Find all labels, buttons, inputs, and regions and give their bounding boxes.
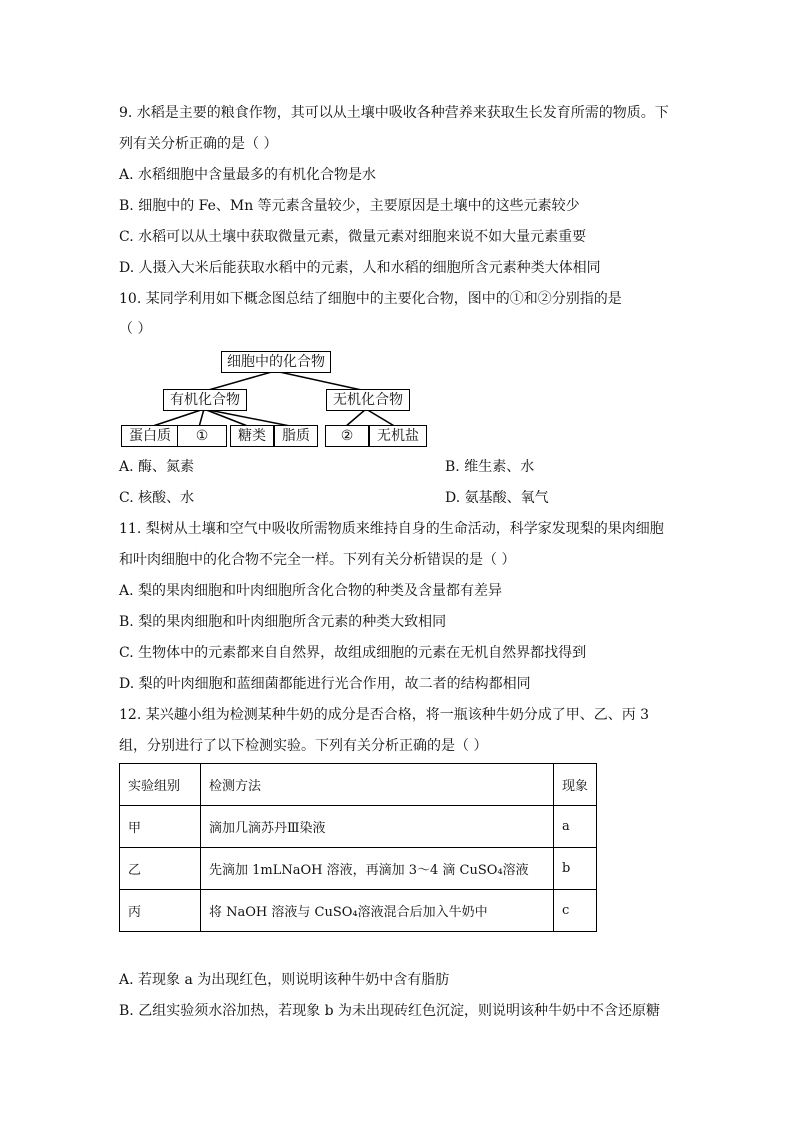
map-root: 细胞中的化合物 [221,351,331,373]
q11-option-b: B. 梨的果肉细胞和叶肉细胞所含元素的种类大致相同 [119,614,447,630]
table-cell: 丙 [120,890,201,932]
table-header-row [120,764,597,806]
table-header-cell: 检测方法 [201,764,554,806]
map-protein: 蛋白质 [121,425,179,447]
q9-stem-line1: 9. 水稻是主要的粮食作物，其可以从土壤中吸收各种营养来获取生长发育所需的物质。下 [119,105,669,121]
table-cell: 滴加几滴苏丹Ⅲ染液 [201,806,554,848]
table-cell: 先滴加 1mLNaOH 溶液，再滴加 3～4 滴 CuSO₄溶液 [201,848,554,890]
q10-option-a: A. 酶、氮素 [119,459,195,475]
q12-option-b: B. 乙组实验须水浴加热，若现象 b 为未出现砖红色沉淀，则说明该种牛奶中不含还原糖 [119,1003,661,1019]
q11-option-a: A. 梨的果肉细胞和叶肉细胞所含化合物的种类及含量都有差异 [119,583,503,599]
table-row [120,848,597,890]
q10-stem-line2: （ ） [119,321,152,337]
q11-option-c: C. 生物体中的元素都来自自然界，故组成细胞的元素在无机自然界都找得到 [119,645,587,661]
q10-option-b: B. 维生素、水 [445,459,535,475]
q11-stem-line1: 11. 梨树从土壤和空气中吸收所需物质来维持自身的生命活动，科学家发现梨的果肉细胞 [119,521,664,537]
q9-option-d: D. 人摄入大米后能获取水稻中的元素，人和水稻的细胞所含元素种类大体相同 [119,260,601,276]
map-inorganic: 无机化合物 [326,389,410,411]
q9-option-a: A. 水稻细胞中含量最多的有机化合物是水 [119,167,377,183]
q11-option-d: D. 梨的叶肉细胞和蓝细菌都能进行光合作用，故二者的结构都相同 [119,676,531,692]
q9-stem-line2: 列有关分析正确的是（ ） [119,136,278,152]
table-cell: a [554,806,597,848]
table-cell: b [554,848,597,890]
table-row [120,890,597,932]
q9-option-c: C. 水稻可以从土壤中获取微量元素，微量元素对细胞来说不如大量元素重要 [119,229,587,245]
table-cell: 将 NaOH 溶液与 CuSO₄溶液混合后加入牛奶中 [201,890,554,932]
map-organic: 有机化合物 [163,389,247,411]
q12-stem-line2: 组，分别进行了以下检测实验。下列有关分析正确的是（ ） [119,738,488,754]
table-header-cell: 现象 [554,764,597,806]
q9-option-b: B. 细胞中的 Fe、Mn 等元素含量较少，主要原因是土壤中的这些元素较少 [119,198,580,214]
map-salt: 无机盐 [369,425,427,447]
map-blank2: ② [325,425,369,447]
table-header-cell: 实验组别 [120,764,201,806]
map-sugar: 糖类 [230,425,274,447]
q10-option-d: D. 氨基酸、氧气 [445,490,549,506]
map-blank1: ① [177,425,227,447]
experiment-table [119,763,597,932]
q12-stem-line1: 12. 某兴趣小组为检测某种牛奶的成分是否合格，将一瓶该种牛奶分成了甲、乙、丙 3 [119,707,650,723]
q10-option-c: C. 核酸、水 [119,490,195,506]
map-lipid: 脂质 [274,425,318,447]
q10-stem-line1: 10. 某同学利用如下概念图总结了细胞中的主要化合物，图中的①和②分别指的是 [119,291,622,307]
table-row [120,806,597,848]
table-cell: c [554,890,597,932]
q11-stem-line2: 和叶肉细胞中的化合物不完全一样。下列有关分析错误的是（ ） [119,552,516,568]
table-cell: 乙 [120,848,201,890]
table-cell: 甲 [120,806,201,848]
q12-option-a: A. 若现象 a 为出现红色，则说明该种牛奶中含有脂肪 [119,972,450,988]
